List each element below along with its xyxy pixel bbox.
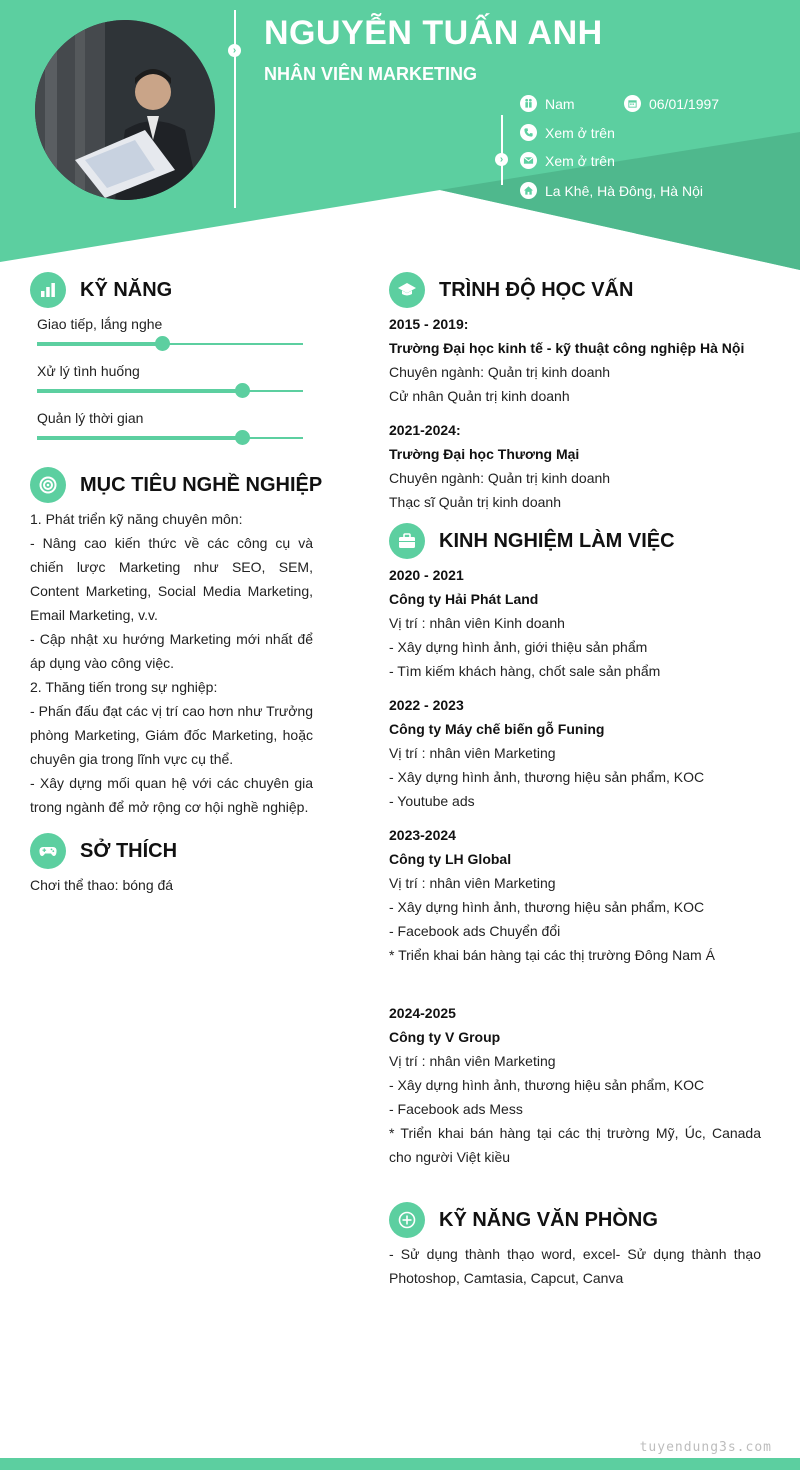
skills-title: KỸ NĂNG: [80, 278, 173, 301]
education-school: Trường Đại học Thương Mại: [389, 446, 580, 462]
hobbies-text: Chơi thể thao: bóng đá: [30, 877, 174, 893]
objective-line: 1. Phát triển kỹ năng chuyên môn:: [30, 511, 243, 527]
experience-entry: [389, 823, 761, 967]
email-icon: [520, 152, 537, 169]
office-skills-content: [389, 1242, 761, 1290]
objective-line: - Xây dựng mối quan hệ với các chuyên gia trong ngành để mở rộng cơ hội nghề nghiệp.: [30, 775, 313, 815]
experience-company: Công ty Máy chế biến gỗ Funing: [389, 721, 605, 737]
education-section-header: [389, 272, 633, 308]
education-major: Chuyên ngành: Quản trị kinh doanh: [389, 470, 611, 486]
experience-detail: Vị trí : nhân viên Marketing: [389, 875, 556, 891]
education-period: 2015 - 2019:: [389, 316, 469, 332]
hobbies-title: SỞ THÍCH: [80, 839, 178, 862]
experience-detail: * Triển khai bán hàng tại các thị trường Đông Nam Á: [389, 947, 715, 963]
experience-detail: Vị trí : nhân viên Kinh doanh: [389, 615, 565, 631]
profile-photo: [35, 20, 215, 200]
address-info: [520, 182, 703, 199]
gender-info: [520, 95, 575, 112]
skill-bar: [37, 390, 303, 392]
email-info: [520, 152, 615, 169]
skill-bar-fill: [37, 342, 162, 346]
skill-bar-fill: [37, 389, 242, 393]
experience-detail: - Xây dựng hình ảnh, thương hiệu sản phẩm, KOC: [389, 1077, 705, 1093]
objective-line: - Cập nhật xu hướng Marketing mới nhất để áp dụng vào công việc.: [30, 631, 313, 671]
experience-detail: * Triển khai bán hàng tại các thị trường Mỹ, Úc, Canada cho người Việt kiều: [389, 1125, 761, 1165]
skills-section-header: [30, 272, 172, 308]
skill-bar-fill: [37, 436, 242, 440]
experience-detail: - Xây dựng hình ảnh, thương hiệu sản phẩm, KOC: [389, 769, 705, 785]
experience-detail: - Xây dựng hình ảnh, thương hiệu sản phẩm, KOC: [389, 899, 705, 915]
chevron-right-icon: ›: [495, 153, 508, 166]
experience-detail: - Facebook ads Mess: [389, 1101, 523, 1117]
hobbies-section-header: [30, 833, 177, 869]
experience-detail: - Facebook ads Chuyển đổi: [389, 923, 561, 939]
experience-detail: - Tìm kiếm khách hàng, chốt sale sản phẩm: [389, 663, 661, 679]
objective-content: [30, 507, 313, 819]
experience-company: Công ty Hải Phát Land: [389, 591, 539, 607]
experience-detail: Vị trí : nhân viên Marketing: [389, 1053, 556, 1069]
candidate-name: NGUYỄN TUẤN ANH: [264, 14, 603, 52]
avatar: [35, 20, 215, 200]
experience-period: 2020 - 2021: [389, 567, 464, 583]
job-title: NHÂN VIÊN MARKETING: [264, 64, 478, 84]
birthday-value: 06/01/1997: [649, 95, 720, 112]
education-major: Chuyên ngành: Quản trị kinh doanh: [389, 364, 611, 380]
skill-label: Xử lý tình huống: [37, 363, 140, 379]
education-title: TRÌNH ĐỘ HỌC VẤN: [439, 278, 634, 301]
education-degree: Thạc sĩ Quản trị kinh doanh: [389, 494, 561, 510]
objective-section-header: [30, 467, 322, 503]
objective-title: MỤC TIÊU NGHỀ NGHIỆP: [80, 473, 323, 496]
skill-label: Quản lý thời gian: [37, 410, 144, 426]
experience-period: 2023-2024: [389, 827, 456, 843]
experience-period: 2022 - 2023: [389, 697, 464, 713]
skill-level-knob: [235, 430, 250, 445]
education-degree: Cử nhân Quản trị kinh doanh: [389, 388, 570, 404]
skill-label: Giao tiếp, lắng nghe: [37, 316, 163, 332]
skill-level-knob: [235, 383, 250, 398]
bar-chart-icon: [30, 272, 66, 308]
experience-entry: [389, 1001, 761, 1169]
home-icon: [520, 182, 537, 199]
education-entry: [389, 418, 761, 514]
experience-title: KINH NGHIỆM LÀM VIỆC: [439, 529, 675, 552]
experience-detail: - Xây dựng hình ảnh, giới thiệu sản phẩm: [389, 639, 648, 655]
watermark: tuyendung3s.com: [639, 1440, 772, 1455]
objective-line: - Phấn đấu đạt các vị trí cao hơn như Trưởng phòng Marketing, Giám đốc Marketing, hoặc chuyên gia trong lĩnh vực cụ thể.: [30, 703, 313, 767]
office-skills-text: - Sử dụng thành thạo word, excel- Sử dụng thành thạo Photoshop, Camtasia, Capcut, Canva: [389, 1246, 761, 1286]
experience-section-header: [389, 523, 675, 559]
objective-line: - Nâng cao kiến thức về các công cụ và chiến lược Marketing như SEO, SEM, Content Marketing, Social Media Marketing, Email Marketing, v.v.: [30, 535, 313, 623]
phone-info: [520, 124, 615, 141]
experience-company: Công ty V Group: [389, 1029, 501, 1045]
skill-bar: [37, 437, 303, 439]
education-period: 2021-2024:: [389, 422, 461, 438]
experience-detail: - Youtube ads: [389, 793, 475, 809]
phone-icon: [520, 124, 537, 141]
birthday-info: [624, 95, 719, 112]
header-divider-left: [234, 10, 236, 208]
target-icon: [30, 467, 66, 503]
gamepad-icon: [30, 833, 66, 869]
education-school: Trường Đại học kinh tế - kỹ thuật công nghiệp Hà Nội: [389, 340, 745, 356]
office-skills-section-header: [389, 1202, 658, 1238]
office-skills-title: KỸ NĂNG VĂN PHÒNG: [439, 1208, 658, 1231]
objective-line: 2. Thăng tiến trong sự nghiệp:: [30, 679, 218, 695]
plus-circle-icon: [389, 1202, 425, 1238]
experience-detail: Vị trí : nhân viên Marketing: [389, 745, 556, 761]
header-divider-right: [501, 115, 503, 185]
hobbies-content: [30, 873, 313, 897]
education-entry: [389, 312, 761, 408]
address-value: La Khê, Hà Đông, Hà Nội: [545, 182, 703, 199]
experience-period: 2024-2025: [389, 1005, 456, 1021]
experience-company: Công ty LH Global: [389, 851, 512, 867]
experience-entry: [389, 563, 761, 683]
experience-entry: [389, 693, 761, 813]
phone-value: Xem ở trên: [545, 124, 615, 141]
briefcase-icon: [389, 523, 425, 559]
gender-value: Nam: [545, 95, 575, 112]
graduation-cap-icon: [389, 272, 425, 308]
footer-bar: [0, 1458, 800, 1470]
gender-icon: [520, 95, 537, 112]
chevron-right-icon: ›: [228, 44, 241, 57]
skill-bar: [37, 343, 303, 345]
calendar-icon: [624, 95, 641, 112]
skill-level-knob: [155, 336, 170, 351]
email-value: Xem ở trên: [545, 152, 615, 169]
